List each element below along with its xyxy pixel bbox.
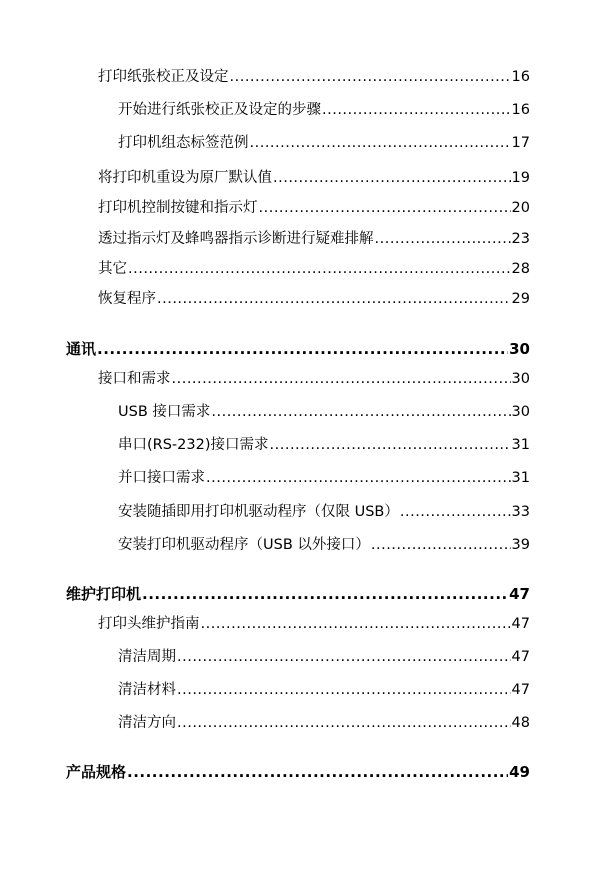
toc-entry-page: 48 [511, 715, 530, 731]
toc-entry-title: 打印头维护指南 [98, 616, 200, 632]
toc-entry-title: 清洁方向 [118, 715, 176, 731]
toc-entry-page: 19 [511, 170, 530, 186]
toc-entry-title: 产品规格 [66, 763, 127, 781]
toc-entry-title: 其它 [98, 261, 127, 277]
toc-leader-dots [97, 339, 508, 359]
toc-entry-title: 通讯 [66, 340, 97, 358]
toc-entry-page: 16 [511, 102, 530, 118]
toc-entry-title: 接口和需求 [98, 371, 171, 387]
toc-leader-dots [375, 229, 511, 249]
toc-leader-dots [322, 100, 511, 120]
toc-entry[interactable] [118, 435, 530, 455]
toc-entry-title: 清洁周期 [118, 649, 176, 665]
toc-leader-dots [211, 402, 510, 422]
toc-entry-title: 串口(RS-232)接口需求 [118, 437, 269, 453]
toc-entry-title: 清洁材料 [118, 682, 176, 698]
toc-entry[interactable] [118, 100, 530, 120]
toc-entry-page: 23 [511, 231, 530, 247]
toc-entry-page: 30 [511, 371, 530, 387]
toc-entry-page: 31 [511, 470, 530, 486]
toc-chapter-entry[interactable] [66, 762, 530, 782]
toc-entry-title: 恢复程序 [98, 291, 156, 307]
toc-entry-title: 维护打印机 [66, 585, 142, 603]
toc-entry-title: 安装打印机驱动程序（USB 以外接口） [118, 537, 370, 553]
toc-leader-dots [172, 369, 511, 389]
toc-entry-title: 并口接口需求 [118, 470, 205, 486]
toc-entry[interactable] [118, 468, 530, 488]
toc-entry[interactable] [118, 133, 530, 153]
toc-entry-page: 47 [511, 616, 530, 632]
toc-entry-page: 47 [511, 682, 530, 698]
toc-entry-page: 33 [511, 504, 530, 520]
toc-entry-page: 20 [511, 200, 530, 216]
toc-entry-title: 打印机控制按键和指示灯 [98, 200, 258, 216]
toc-leader-dots [400, 502, 511, 522]
toc-entry-title: USB 接口需求 [118, 404, 211, 420]
toc-entry-title: 透过指示灯及蜂鸣器指示诊断进行疑难排解 [98, 231, 374, 247]
toc-entry-page: 29 [511, 291, 530, 307]
toc-entry[interactable] [118, 535, 530, 555]
toc-entry[interactable] [98, 67, 530, 87]
toc-leader-dots [259, 198, 511, 218]
toc-chapter-entry[interactable] [66, 339, 530, 359]
toc-entry-page: 47 [509, 585, 530, 603]
toc-leader-dots [270, 435, 511, 455]
toc-entry-page: 30 [509, 340, 530, 358]
toc-entry[interactable] [98, 259, 530, 279]
toc-entry[interactable] [98, 229, 530, 249]
toc-entry-title: 安装随插即用打印机驱动程序（仅限 USB） [118, 504, 399, 520]
toc-entry-page: 16 [511, 69, 530, 85]
toc-entry-title: 将打印机重设为原厂默认值 [98, 170, 272, 186]
toc-entry[interactable] [98, 614, 530, 634]
toc-entry-page: 28 [511, 261, 530, 277]
toc-leader-dots [273, 168, 511, 188]
toc-entry[interactable] [118, 402, 530, 422]
toc-entry-title: 打印纸张校正及设定 [98, 69, 229, 85]
toc-entry[interactable] [98, 289, 530, 309]
toc-entry-page: 17 [511, 135, 530, 151]
toc-leader-dots [177, 647, 511, 667]
toc-entry-page: 49 [509, 763, 530, 781]
toc-leader-dots [177, 713, 511, 733]
toc-entry-page: 31 [511, 437, 530, 453]
toc-entry[interactable] [118, 713, 530, 733]
toc-entry[interactable] [118, 647, 530, 667]
toc-entry[interactable] [98, 168, 530, 188]
toc-entry[interactable] [118, 502, 530, 522]
toc-leader-dots [250, 133, 511, 153]
toc-leader-dots [371, 535, 511, 555]
toc-leader-dots [177, 680, 511, 700]
toc-leader-dots [128, 259, 511, 279]
toc-leader-dots [230, 67, 511, 87]
toc-entry-title: 打印机组态标签范例 [118, 135, 249, 151]
toc-entry[interactable] [118, 680, 530, 700]
toc-entry-page: 39 [511, 537, 530, 553]
toc-leader-dots [201, 614, 511, 634]
toc-entry[interactable] [98, 369, 530, 389]
toc-entry[interactable] [98, 198, 530, 218]
toc-leader-dots [157, 289, 511, 309]
toc-leader-dots [142, 584, 508, 604]
toc-leader-dots [127, 762, 508, 782]
toc-entry-page: 30 [511, 404, 530, 420]
toc-leader-dots [206, 468, 511, 488]
toc-entry-page: 47 [511, 649, 530, 665]
toc-entry-title: 开始进行纸张校正及设定的步骤 [118, 102, 321, 118]
toc-chapter-entry[interactable] [66, 584, 530, 604]
